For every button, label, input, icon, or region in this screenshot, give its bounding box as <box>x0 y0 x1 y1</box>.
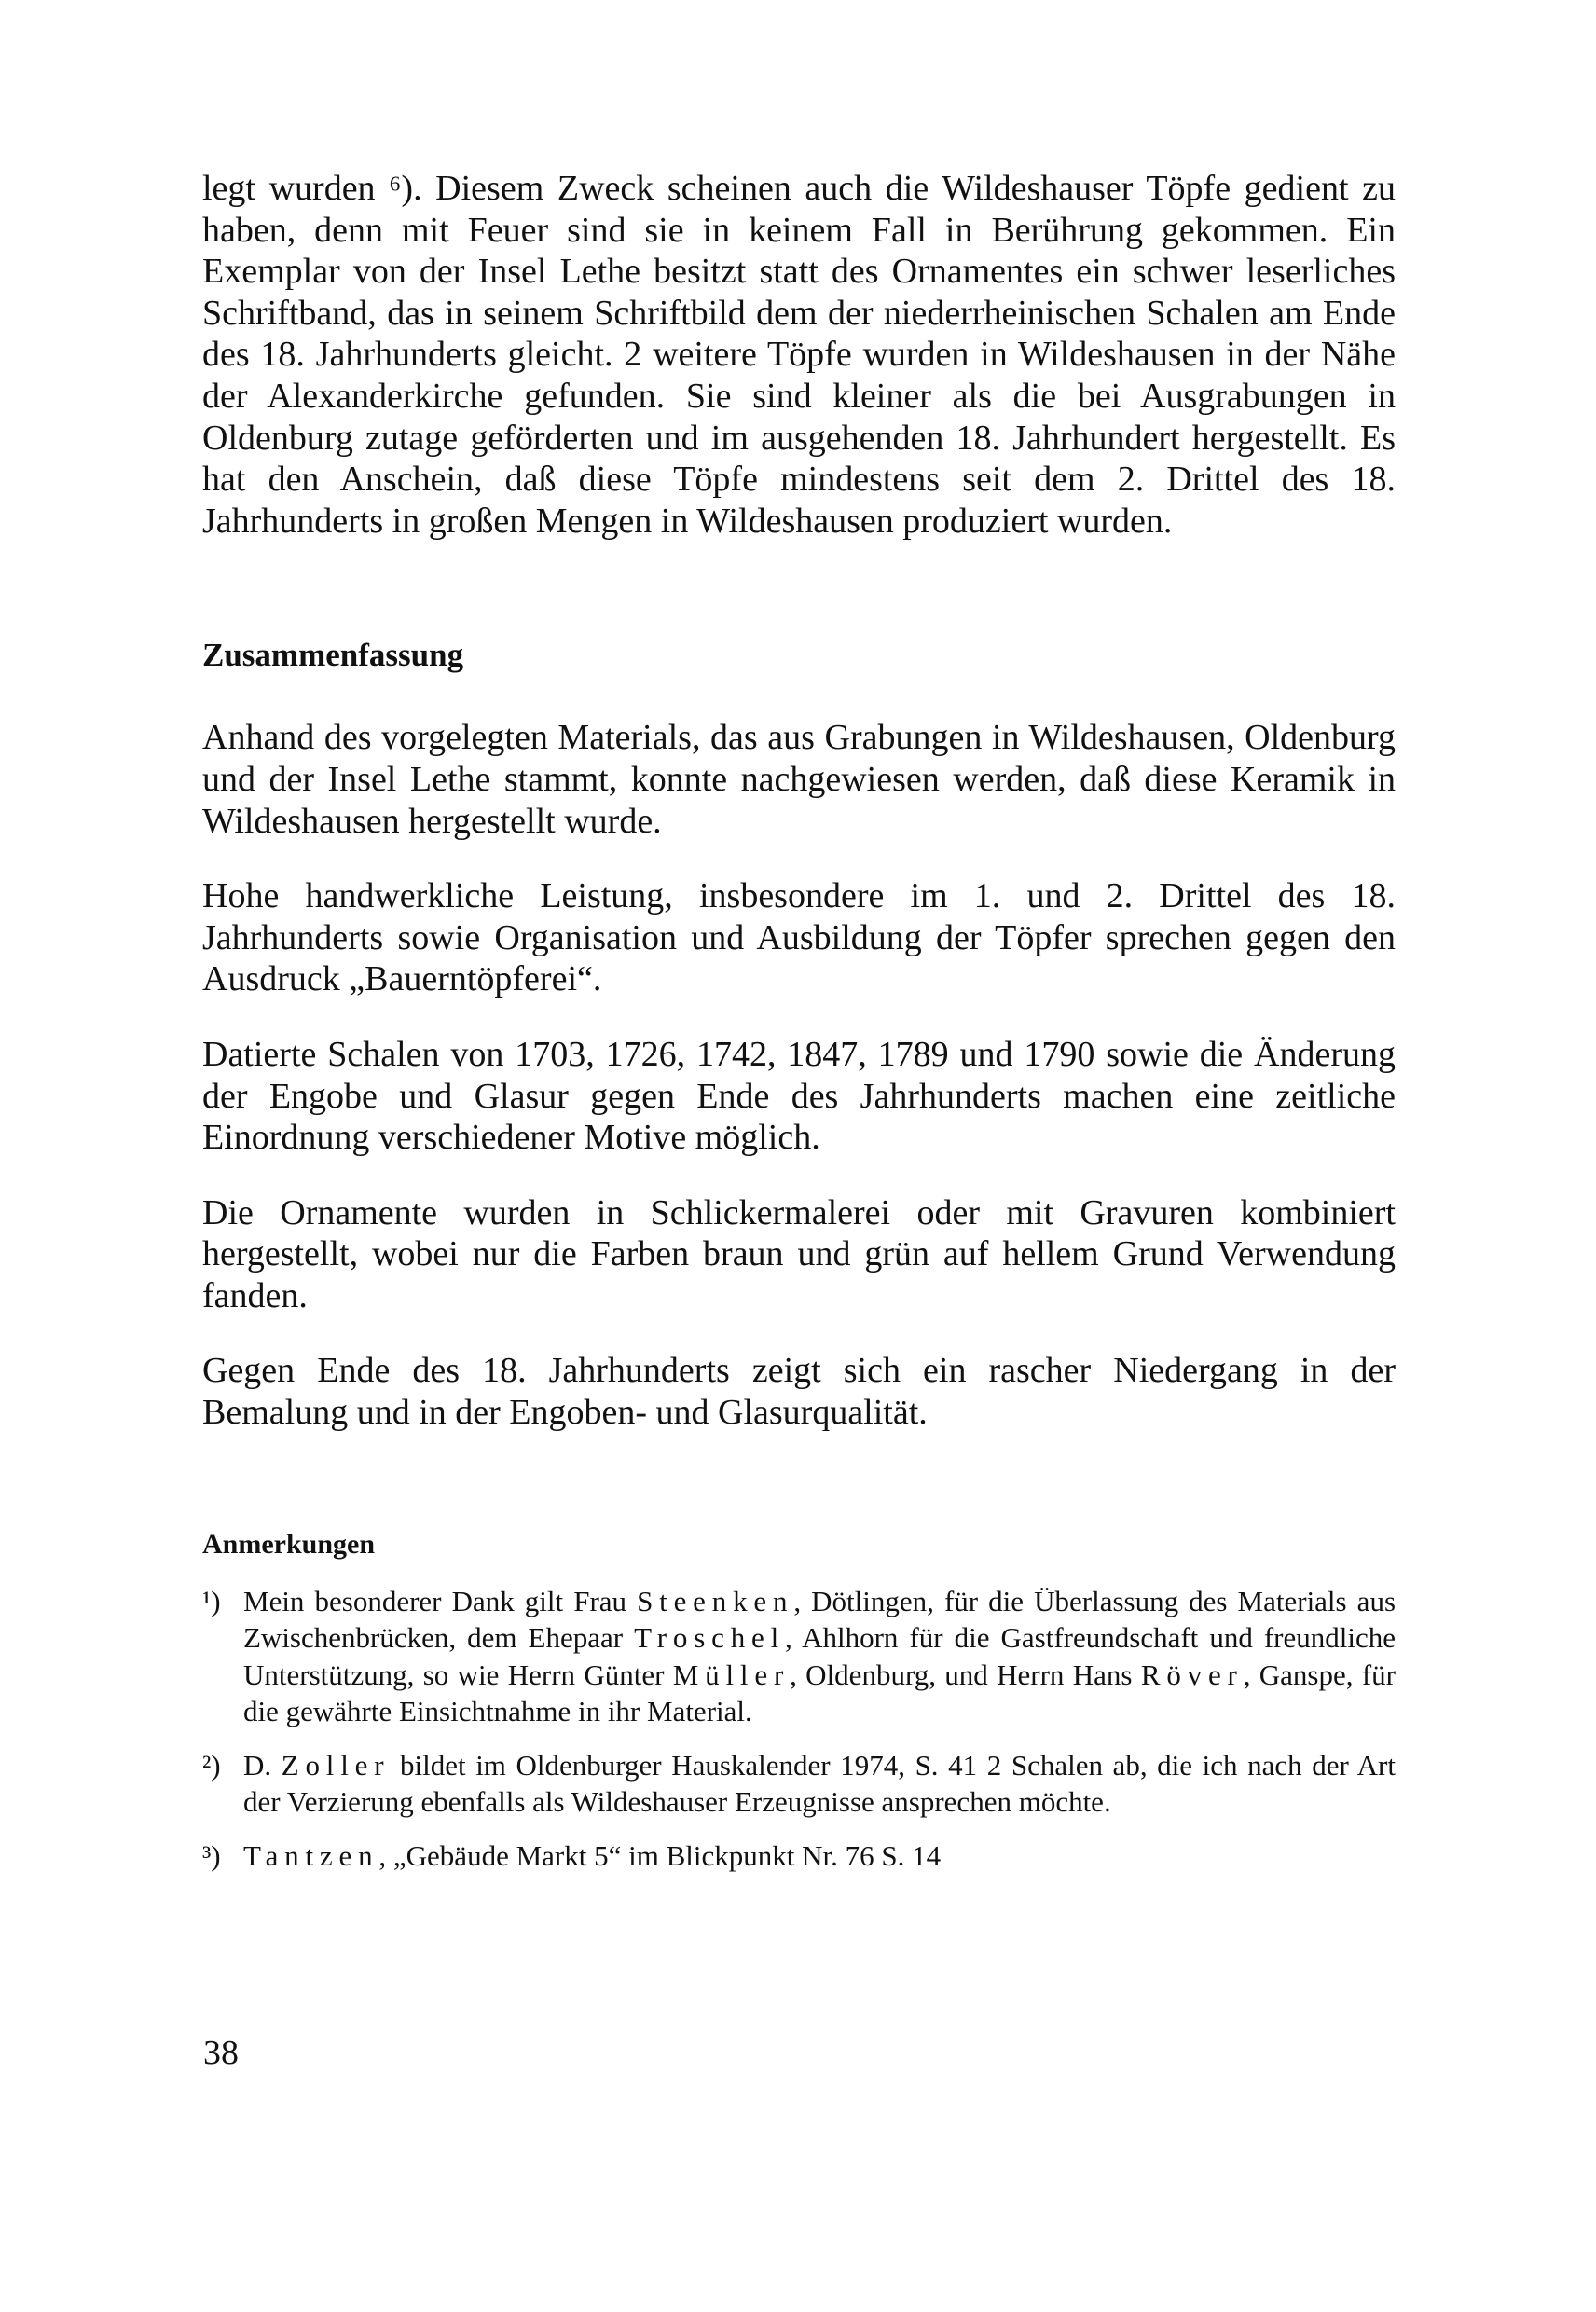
footnote-number: ³) <box>202 1838 221 1872</box>
notes-heading: Anmerkungen <box>202 1528 376 1560</box>
spaced-name: Troschel <box>634 1621 786 1655</box>
footnote-text <box>243 1837 1396 1875</box>
summary-paragraph: Gegen Ende des 18. Jahrhunderts zeigt sich ein rascher Niedergang in der Bemalung und in der Engoben- und Glasurqualität. <box>202 1351 1396 1433</box>
footnote <box>202 1747 1396 1821</box>
footnote-text-part: , Ganspe, für die gewährte Einsichtnahme in ihr Material. <box>243 1658 1396 1728</box>
footnote-text-part: Mein besonderer Dank gilt Frau <box>243 1584 638 1617</box>
footnote-number: ²) <box>202 1748 221 1782</box>
summary-paragraph: Datierte Schalen von 1703, 1726, 1742, 1847, 1789 und 1790 sowie die Änderung der Engobe und Glasur gegen Ende des Jahrhunderts machen eine zeitliche Einordnung verschiedener Motive möglich. <box>202 1034 1396 1158</box>
footnote <box>202 1583 1396 1730</box>
footnote-text <box>243 1583 1396 1730</box>
summary-section <box>202 717 1396 1433</box>
spaced-name: Röver <box>1140 1658 1244 1691</box>
footnote-number: ¹) <box>202 1584 221 1617</box>
summary-paragraph: Die Ornamente wurden in Schlickermalerei oder mit Gravuren kombiniert hergestellt, wobei nur die Farben braun und grün auf hellem Grund Verwendung fanden. <box>202 1192 1396 1315</box>
intro-paragraph: legt wurden ⁶). Diesem Zweck scheinen auch die Wildeshauser Töpfe gedient zu haben, denn mit Feuer sind sie in keinem Fall in Berührung gekommen. Ein Exemplar von der Insel Lethe besitzt statt des Ornamentes ein schwer leserliches Schriftband, das in seinem Schriftbild dem der niederrheinischen Schalen am Ende des 18. Jahrhunderts gleicht. 2 weitere Töpfe wurden in Wildeshausen in der Nähe der Alexanderkirche gefunden. Sie sind kleiner als die bei Ausgrabungen in Oldenburg zutage geförderten und im ausgehenden 18. Jahrhundert hergestellt. Es hat den Anschein, daß diese Töpfe mindestens seit dem 2. Drittel des 18. Jahrhunderts in großen Mengen in Wildeshausen produziert wurden. <box>202 169 1396 541</box>
footnote-text-part: , Ahlhorn für die Gastfreundschaft und freundliche Unterstützung, so wie Herrn Günter <box>243 1621 1396 1691</box>
spaced-name: Zoller <box>281 1748 391 1782</box>
summary-paragraph: Anhand des vorgelegten Materials, das aus Grabungen in Wildeshausen, Oldenburg und der Insel Lethe stammt, konnte nachgewiesen werden, daß diese Keramik in Wildeshausen hergestellt wurde. <box>202 718 1396 841</box>
page-content <box>202 168 1396 1891</box>
footnote-text <box>243 1747 1396 1821</box>
spaced-name: Müller <box>672 1658 791 1691</box>
footnote-text-part: , „Gebäude Markt 5“ im Blickpunkt Nr. 76 S. 14 <box>378 1838 942 1872</box>
summary-heading: Zusammenfassung <box>202 637 464 674</box>
page-number: 38 <box>203 2033 239 2072</box>
footnote-text-part: D. <box>243 1748 282 1782</box>
summary-paragraph: Hohe handwerkliche Leistung, insbesondere im 1. und 2. Drittel des 18. Jahrhunderts sowie Organisation und Ausbildung der Töpfer sprechen gegen den Ausdruck „Bauerntöpferei“. <box>202 876 1396 999</box>
spaced-name: Steenken <box>637 1584 794 1617</box>
footnote <box>202 1837 1396 1875</box>
footnote-text-part: bildet im Oldenburger Hauskalender 1974, S. 41 2 Schalen ab, die ich nach der Art der Verzierung ebenfalls als Wildeshauser Erzeugnisse ansprechen möchte. <box>243 1748 1396 1819</box>
notes-list <box>202 1583 1396 1875</box>
footnote-text-part: , Dötlingen, für die Überlassung des Materials aus Zwischenbrücken, dem Ehepaar <box>243 1584 1396 1655</box>
spaced-name: Tantzen <box>243 1838 379 1872</box>
footnote-text-part: , Oldenburg, und Herrn Hans <box>790 1658 1141 1691</box>
